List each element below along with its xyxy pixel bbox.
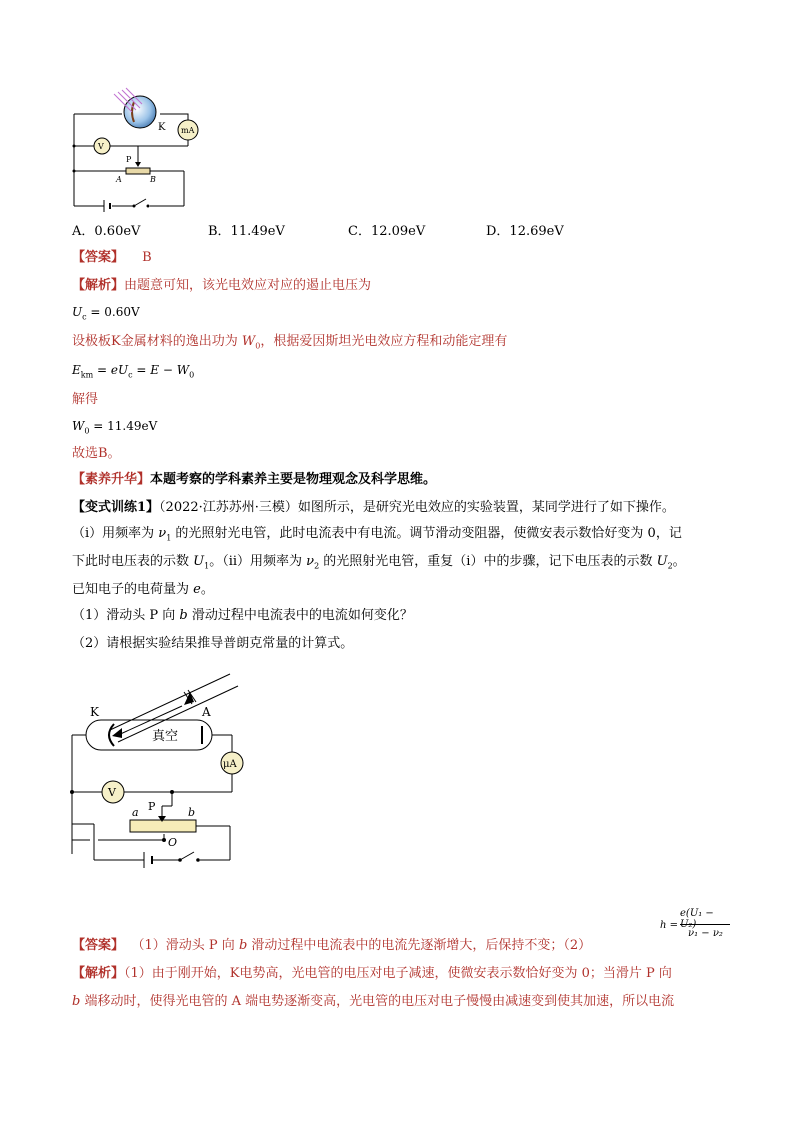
label-a-end: a <box>132 806 139 819</box>
label-p2: P <box>148 800 156 813</box>
answer-1 <box>72 248 152 268</box>
analysis-1-line3: 解得 <box>72 392 99 407</box>
analysis-tag: 【解析】 <box>72 278 125 293</box>
label-anode: A <box>202 705 211 719</box>
label-v2: V <box>108 786 116 799</box>
equation-photoelectric: $E_{km} = eU_c = E - W_0$ <box>72 363 195 380</box>
analysis-1-line1 <box>72 276 371 296</box>
option-b: B．11.49eV <box>208 224 285 239</box>
literacy-text: 本题考察的学科素养主要是物理观念及科学思维。 <box>150 472 437 487</box>
analysis2-tag: 【解析】 <box>72 966 125 981</box>
planck-formula: h = e(U₁ − U₂) ν₁ − ν₂ <box>660 906 730 946</box>
answer-2: 【答案】 （1）滑动头 P 向 b 滑动过程中电流表中的电流先逐渐增大，后保持不变；（2） <box>72 938 592 953</box>
answer2-tag: 【答案】 <box>72 938 125 953</box>
label-v: V <box>98 142 104 151</box>
literacy-tag: 【素养升华】 <box>72 472 151 487</box>
label-a: A <box>116 175 122 184</box>
question-2: （2）请根据实验结果推导普朗克常量的计算式。 <box>72 636 354 651</box>
analysis-2-line1: 【解析】（1）由于刚开始，K电势高，光电管的电压对电子减速，使微安表示数恰好变为 0；当滑片 P 向 <box>72 966 672 981</box>
variant-para-2: 下此时电压表的示数 $U_1$。（ii）用频率为 $\nu_2$ 的光照射光电管，重复（i）中的步骤，记下电压表的示数 $U_2$。 <box>72 554 686 571</box>
equation-stopping-voltage: $U_c = 0.60V$ <box>72 305 140 322</box>
analysis-text: 由题意可知，该光电效应对应的遏止电压为 <box>124 278 372 293</box>
label-p: P <box>126 155 132 164</box>
label-microamp: μA <box>223 759 237 770</box>
label-b: B <box>150 175 156 184</box>
label-o: O <box>168 836 178 849</box>
question-1: （1）滑动头 P 向 b 滑动过程中电流表中的电流如何变化？ <box>72 608 413 623</box>
circuit-diagram-1 <box>60 82 210 218</box>
variant-para-3: 已知电子的电荷量为 e。 <box>72 582 214 597</box>
variant-tag: 【变式训练1】 <box>72 500 160 515</box>
option-a: A．0.60eV <box>72 224 141 239</box>
label-b-end: b <box>188 806 196 819</box>
label-k2: K <box>90 705 99 719</box>
circuit-diagram-2 <box>60 664 260 892</box>
analysis-1-conclusion: 故选B。 <box>72 446 121 461</box>
option-d: D．12.69eV <box>486 224 564 239</box>
variant-source: （2022·江苏苏州·三模）如图所示，是研究光电效应的实验装置，某同学进行了如下操作。 <box>159 500 675 515</box>
option-c: C．12.09eV <box>348 224 426 239</box>
equation-work-function: $W_0 = 11.49eV$ <box>72 419 158 436</box>
literacy-line <box>72 470 436 490</box>
options-row <box>72 222 772 242</box>
answer-value: B <box>142 250 152 265</box>
variant-title <box>72 498 675 518</box>
label-k: K <box>158 122 166 133</box>
variant-para-1: （i）用频率为 $\nu_1$ 的光照射光电管，此时电流表中有电流。调节滑动变阻器，使微安表示数恰好变为 0，记 <box>72 526 682 543</box>
analysis-1-line2: 设极板K金属材料的逸出功为 $W_0$，根据爱因斯坦光电效应方程和动能定理有 <box>72 334 508 351</box>
answer-tag: 【答案】 <box>72 250 125 265</box>
analysis-2-line2: b 端移动时，使得光电管的 A 端电势逐渐变高，光电管的电压对电子慢慢由减速变到使其加速，所以电流 <box>72 994 675 1009</box>
label-ma: mA <box>181 126 195 135</box>
label-vacuum: 真空 <box>152 729 179 744</box>
